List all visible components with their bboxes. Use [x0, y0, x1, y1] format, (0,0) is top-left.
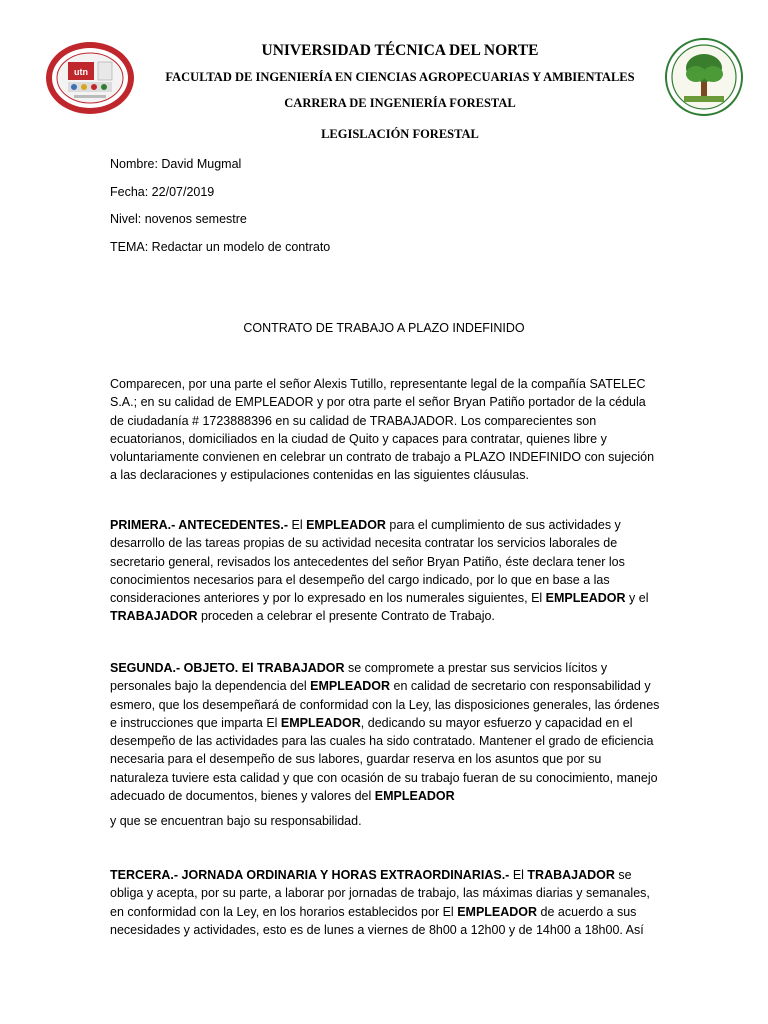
student-name: Nombre: David Mugmal [110, 157, 242, 171]
clause-text: de acuerdo a sus necesidades y actividades, esto es de lunes a viernes de 8h00 a 12h00 y de 14h00 a 18h00. Así [110, 904, 644, 937]
contract-intro: Comparecen, por una parte el señor Alexis Tutillo, representante legal de la compañía SATELEC S.A.; en su calidad de EMPLEADOR y por otra parte el señor Bryan Patiño portador de la cédula de ciudadanía # 1723888396 en su calidad de TRABAJADOR. Los comparecientes son ecuatorianos, domiciliados en la ciudad de Quito y capaces para contratar, quienes libre y voluntariamente convienen en celebrar un contrato de trabajo a PLAZO INDEFINIDO con sujeción a las declaraciones y estipulaciones contenidas en las siguientes cláusulas. [110, 377, 655, 483]
clause-tercera-heading: TERCERA.- JORNADA ORDINARIA Y HORAS EXTRAORDINARIAS.- [110, 868, 510, 882]
clause-text: , dedicando su mayor esfuerzo y capacidad en el desempeño de las actividades para las cuales ha sido contratado. Mantener el grado de eficiencia necesaria para el desempeño de sus labores, guardar reserva en los asuntos que por su naturaleza tuviere esta calidad y que con ocasión de su trabajo fueran de su conocimiento, manejo adecuado de documentos, bienes y valores del [110, 715, 658, 804]
document-topic: TEMA: Redactar un modelo de contrato [110, 240, 331, 254]
subject-title: LEGISLACIÓN FORESTAL [321, 127, 479, 141]
clause-segunda-continuation: y que se encuentran bajo su responsabilidad. [110, 814, 362, 828]
clause-bold: TRABAJADOR [527, 868, 615, 882]
clause-bold: EMPLEADOR [280, 715, 361, 730]
clause-segunda-heading: SEGUNDA.- OBJETO. El TRABAJADOR [110, 661, 345, 675]
contract-title: CONTRATO DE TRABAJO A PLAZO INDEFINIDO [243, 321, 525, 335]
career-title: CARRERA DE INGENIERÍA FORESTAL [284, 96, 516, 110]
document-date: Fecha: 22/07/2019 [110, 185, 215, 199]
clause-primera [110, 516, 660, 626]
clause-bold: EMPLEADOR [545, 591, 626, 606]
clause-text: El [509, 868, 528, 882]
clause-text: para el cumplimiento de sus actividades y desarrollo de las tareas propias de su actividad necesita contratar los servicios laborales de secretario general, revisados los antecedentes del señor Bryan Patiño, éste declara tener los conocimientos necesarios para el desempeño del cargo indicado, por lo que en base a las consideraciones anteriores y por lo expresado en los numerales siguientes, El [110, 518, 625, 606]
clause-text: se obliga y acepta, por su parte, a laborar por jornadas de trabajo, las máximas diarias y semanales, en conformidad con la Ley, en los horarios establecidos por El [110, 868, 650, 919]
faculty-title: FACULTAD DE INGENIERÍA EN CIENCIAS AGROPECUARIAS Y AMBIENTALES [165, 70, 635, 84]
clause-bold: EMPLEADOR [374, 789, 455, 804]
clause-primera-heading: PRIMERA.- ANTECEDENTES.- [110, 518, 289, 532]
clause-bold: TRABAJADOR [110, 609, 198, 624]
clause-text: y el [625, 591, 649, 606]
student-level: Nivel: novenos semestre [110, 212, 247, 226]
svg-text:utn: utn [74, 67, 88, 77]
clause-bold: EMPLEADOR [457, 904, 538, 919]
university-title: UNIVERSIDAD TÉCNICA DEL NORTE [261, 42, 539, 59]
clause-text: en calidad de secretario con responsabilidad y esmero, que los desempeñará de conformidad con la Ley, las disposiciones generales, las órdenes e instrucciones que imparta El [110, 679, 660, 730]
clause-bold: EMPLEADOR [310, 679, 391, 694]
clause-tercera [110, 866, 660, 939]
clause-text: se compromete a prestar sus servicios lícitos y personales bajo la dependencia del [110, 661, 608, 694]
clause-segunda [110, 659, 660, 805]
clause-bold: EMPLEADOR [306, 518, 386, 532]
clause-text: El [288, 518, 307, 532]
clause-text: proceden a celebrar el presente Contrato de Trabajo. [197, 609, 495, 624]
